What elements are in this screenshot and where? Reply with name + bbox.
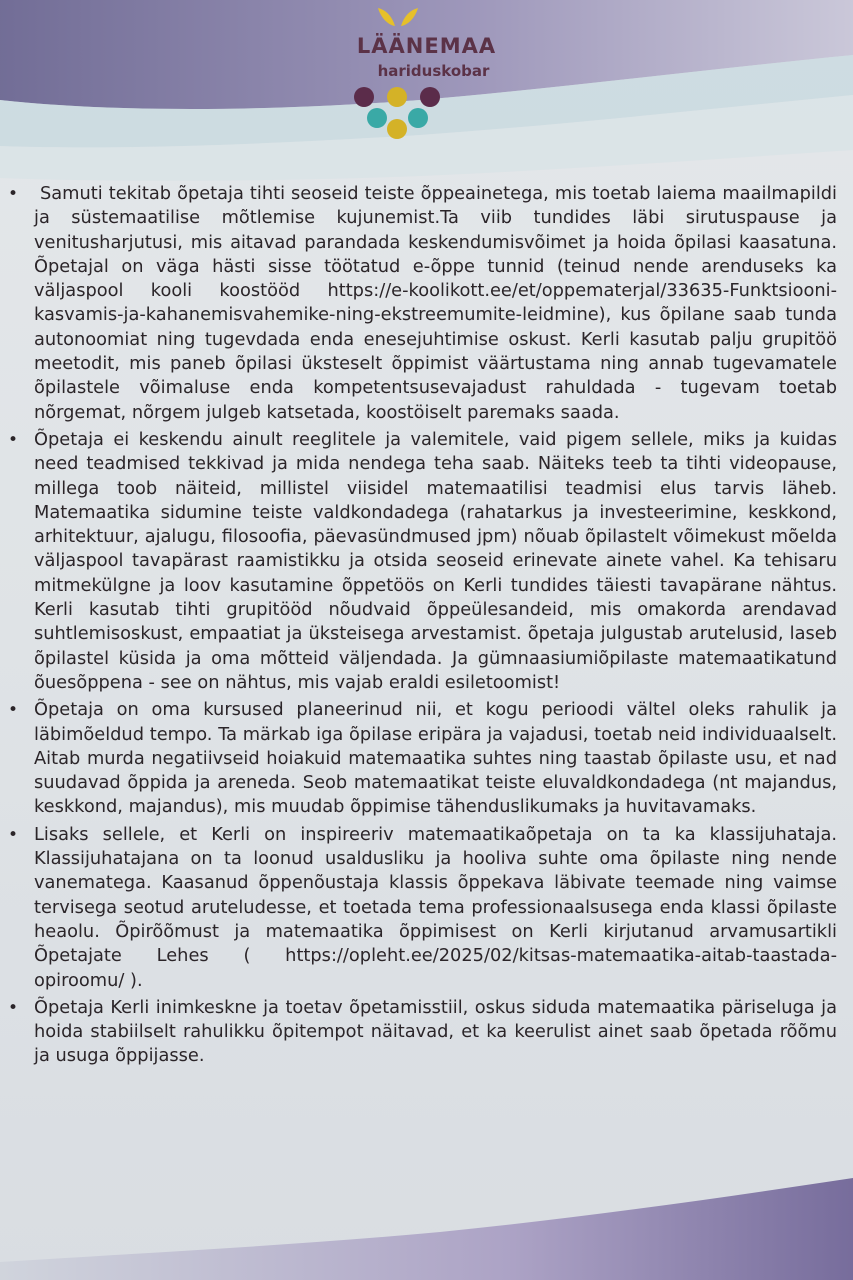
bullet-marker: • [8,824,19,845]
logo-dot [354,87,374,107]
logo-dot [387,119,407,139]
bullet-marker: • [8,997,19,1018]
logo-subtitle: hariduskobar [377,62,490,80]
logo-dot [367,108,387,128]
bullet-marker: • [8,700,19,721]
document-body [0,182,853,1072]
list-item [8,428,837,695]
paragraph-text: Õpetaja Kerli inimkeskne ja toetav õpetamisstiil, oskus siduda matemaatika päriseluga ja hoida stabiilselt rahulikku õpitempot näitavad, et ka keerulist ainet saab õpetada rõõmu ja usuga õppijasse. [34,996,837,1067]
list-item [8,698,837,819]
bullet-list [8,182,837,1069]
logo-dot [420,87,440,107]
bullet-marker: • [8,184,19,204]
logo-leaf-left [378,8,395,26]
bullet-marker: • [8,429,19,450]
paragraph-text: Õpetaja on oma kursused planeerinud nii, et kogu perioodi vältel oleks rahulik ja läbimõeldud tempo. Ta märkab iga õpilase eripära ja vajadusi, toetab neid individuaalselt. Aitab murda negatiivseid hoiakuid matemaatika suhtes ning taastab õpilaste usu, et nad suudavad õppida ja areneda. Seob matemaatikat teiste eluvaldkondadega (nt majandus, keskkond, majandus), mis muudab õppimise tähenduslikumaks ja huvitavamaks. [34,699,837,818]
logo-dot [387,87,407,107]
paragraph-text: Lisaks sellele, et Kerli on inspireeriv matemaatikaõpetaja on ta ka klassijuhataja. Klassijuhatajana on ta loonud usaldusliku ja hooliva suhte oma õpilaste ning nende vanematega. Kaasanud õppenõustaja klassis õppekava läbivate teemade ning vaimse tervisega seotud aruteludesse, et toetada tema professionaalsusega enda klassi õpilaste heaolu. Õpirõõmust ja matemaatika õppimisest on Kerli kirjutanud arvamusartikli Õpetajate Lehes ( https://opleht.ee/2025/02/kitsas-matemaatika-aitab-taastada-opiroomu/ ). [34,823,837,991]
list-item [8,182,837,425]
list-item [8,996,837,1069]
list-item [8,823,837,993]
logo-leaf-right [401,8,418,26]
paragraph-text: Õpetaja ei keskendu ainult reeglitele ja valemitele, vaid pigem sellele, miks ja kuidas need teadmised tekkivad ja mida nendega teha saab. Näiteks teeb ta tihti videopause, millega toob näiteid, millistel viisidel matemaatilisi teadmisi elus tarvis läheb. Matemaatika sidumine teiste valdkondadega (rahatarkus ja investeerimine, keskkond, arhitektuur, ajalugu, filosoofia, päevasündmused jpm) nõuab õpilastelt võimekust mõelda väljaspool tavapärast raamistikku ja otsida seoseid erinevate ainete vahel. Ka tehisaru mitmekülgne ja loov kasutamine õppetöös on Kerli tundides täiesti tavapärane nähtus. Kerli kasutab tihti grupitööd nõudvaid õppeülesandeid, mis omakorda arendavad suhtlemisoskust, empaatiat ja üksteisega arvestamist. õpetaja julgustab arutelusid, laseb õpilastel küsida ja oma mõtteid väljendada. Ja gümnaasiumiõpilaste matemaatikatund õuesõppena - see on nähtus, mis vajab eraldi esiletoomist! [34,428,837,693]
logo-dot [408,108,428,128]
logo-name: LÄÄNEMAA [356,34,497,58]
logo [0,0,853,150]
paragraph-text: Samuti tekitab õpetaja tihti seoseid teiste õppeainetega, mis toetab laiema maailmapildi ja süstemaatilise mõtlemise kujunemist.Ta viib tundides läbi sirutuspause ja venitusharjutusi, mis aitavad parandada keskendumisvõimet ja hoida õpilasi kaasatuna. Õpetajal on väga hästi sisse töötatud e-õppe tunnid (teinud nende arenduseks ka väljaspool kooli koostööd https://e-koolikott.ee/et/oppematerjal/33635-Funktsiooni-kasvamis-ja-kahanemisvahemike-ning-ekstreemumite-leidmine), kus õpilane saab tunda autonoomiat ning tugevdada enda enesejuhtimise oskust. Kerli kasutab palju grupitöö meetodit, mis paneb õpilasi üksteselt õppimist väärtustama ning annab tugevamatele õpilastele võimaluse enda kompetentsusevajadust rahuldada - tugevam toetab nõrgemat, nõrgem julgeb katsetada, koostöiselt paremaks saada. [34,183,837,423]
